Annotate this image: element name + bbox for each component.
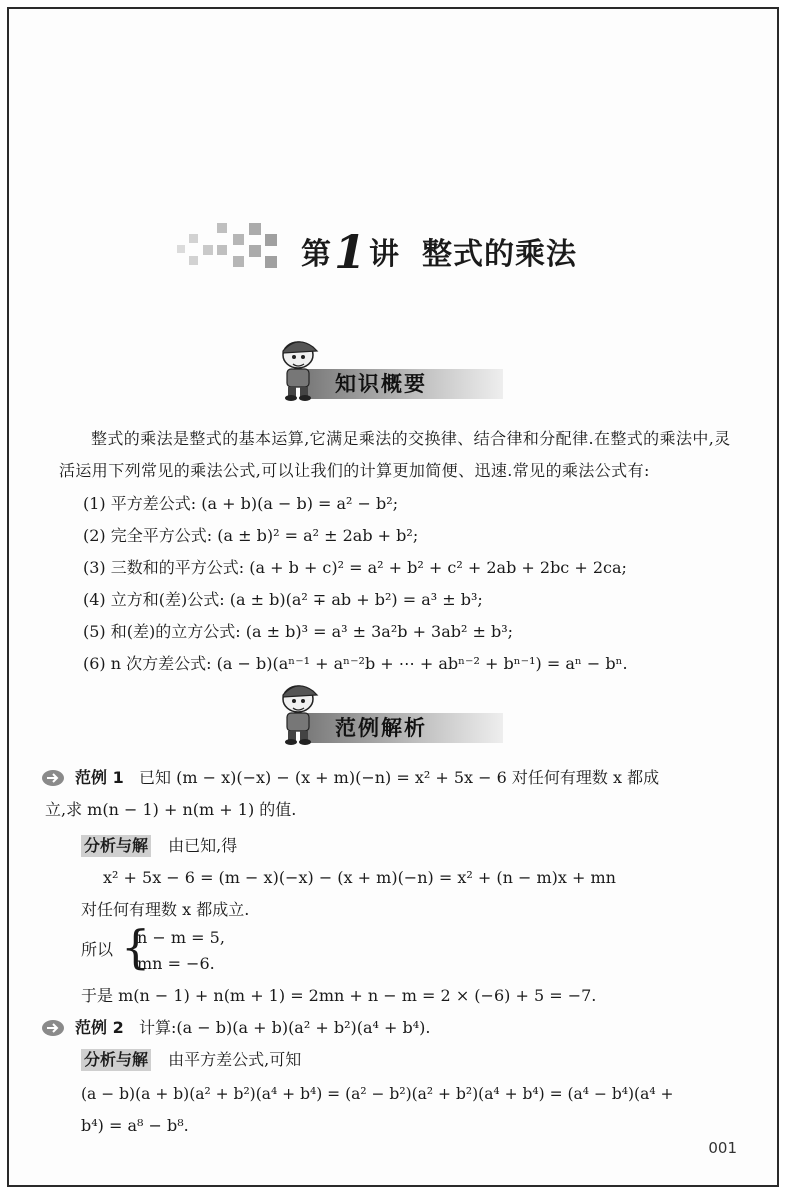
arrow-bullet-icon: [41, 1019, 65, 1037]
analysis-label: 分析与解: [81, 835, 151, 857]
formula-2: [83, 525, 418, 547]
formula-label: (3) 三数和的平方公式:: [83, 558, 245, 577]
formula-expr: (a + b)(a − b) = a² − b²;: [201, 494, 399, 513]
section-knowledge: [271, 335, 511, 401]
decorative-squares-icon: [177, 223, 289, 267]
formula-5: [83, 621, 513, 643]
example1-so: 所以: [81, 940, 114, 959]
formula-expr: (a ± b)(a² ∓ ab + b²) = a³ ± b³;: [229, 590, 483, 609]
example2-statement: 计算:(a − b)(a + b)(a² + b²)(a⁴ + b⁴).: [138, 1018, 431, 1037]
formula-6: [83, 653, 628, 675]
section-label-knowledge: 知识概要: [335, 372, 427, 396]
chapter-prefix: 第: [301, 237, 332, 272]
example2-heading: 范例 2: [75, 1018, 124, 1037]
example2-line1: [75, 1017, 431, 1039]
example1-result: 于是 m(n − 1) + n(m + 1) = 2mn + n − m = 2 × (−6) + 5 = −7.: [81, 986, 597, 1005]
formula-expr: (a + b + c)² = a² + b² + c² + 2ab + 2bc + 2ca;: [249, 558, 627, 577]
formula-label: (5) 和(差)的立方公式:: [83, 622, 241, 641]
example2-line2: (a − b)(a + b)(a² + b²)(a⁴ + b⁴) = (a² − b²)(a² + b²)(a⁴ + b⁴) = (a⁴ − b⁴)(a⁴ +: [81, 1085, 674, 1103]
formula-expr: (a − b)(aⁿ⁻¹ + aⁿ⁻²b + ⋯ + abⁿ⁻² + bⁿ⁻¹) = aⁿ − bⁿ.: [216, 654, 628, 673]
chapter-title: [301, 225, 577, 279]
chapter-number: 1: [334, 225, 368, 279]
page-number: 001: [708, 1139, 737, 1157]
arrow-bullet-icon: [41, 769, 65, 787]
example1-analysis: [81, 835, 237, 857]
formula-4: [83, 589, 483, 611]
intro-paragraph: 整式的乘法是整式的基本运算,它满足乘法的交换律、结合律和分配律.在整式的乘法中,灵活运用下列常见的乘法公式,可以让我们的计算更加简便、迅速.常见的乘法公式有:: [59, 429, 731, 480]
example2-line3: b⁴) = a⁸ − b⁸.: [81, 1116, 189, 1135]
example1-sys2: mn = −6.: [137, 954, 215, 973]
example1-sys1: n − m = 5,: [137, 928, 225, 947]
formula-label: (2) 完全平方公式:: [83, 526, 213, 545]
mascot-icon: [271, 335, 321, 401]
example1-heading: 范例 1: [75, 768, 124, 787]
formula-label: (1) 平方差公式:: [83, 494, 197, 513]
example2-analysis: [81, 1049, 301, 1071]
formula-expr: (a ± b)² = a² ± 2ab + b²;: [217, 526, 419, 545]
example1-statement1: 已知 (m − x)(−x) − (x + m)(−n) = x² + 5x − 6 对任何有理数 x 都成: [138, 768, 660, 787]
formula-expr: (a ± b)³ = a³ ± 3a²b + 3ab² ± b³;: [245, 622, 514, 641]
section-label-examples: 范例解析: [335, 716, 427, 740]
example1-statement2: 立,求 m(n − 1) + n(m + 1) 的值.: [45, 800, 297, 819]
brace-icon: {: [121, 920, 151, 974]
analysis-label: 分析与解: [81, 1049, 151, 1071]
section-examples: [271, 679, 511, 745]
formula-label: (4) 立方和(差)公式:: [83, 590, 225, 609]
example1-line2: 对任何有理数 x 都成立.: [81, 900, 250, 919]
example1-equation: x² + 5x − 6 = (m − x)(−x) − (x + m)(−n) = x² + (n − m)x + mn: [103, 868, 616, 887]
chapter-suffix: 讲: [369, 237, 401, 272]
formula-3: [83, 557, 627, 579]
analysis-text: 由已知,得: [168, 836, 238, 855]
chapter-heading: [177, 217, 637, 277]
analysis-text: 由平方差公式,可知: [168, 1050, 302, 1069]
example1-line1: [75, 767, 659, 789]
mascot-icon: [271, 679, 321, 745]
book-page: [7, 7, 779, 1187]
chapter-name: 整式的乘法: [422, 237, 578, 272]
formula-1: [83, 493, 398, 515]
formula-label: (6) n 次方差公式:: [83, 654, 212, 673]
